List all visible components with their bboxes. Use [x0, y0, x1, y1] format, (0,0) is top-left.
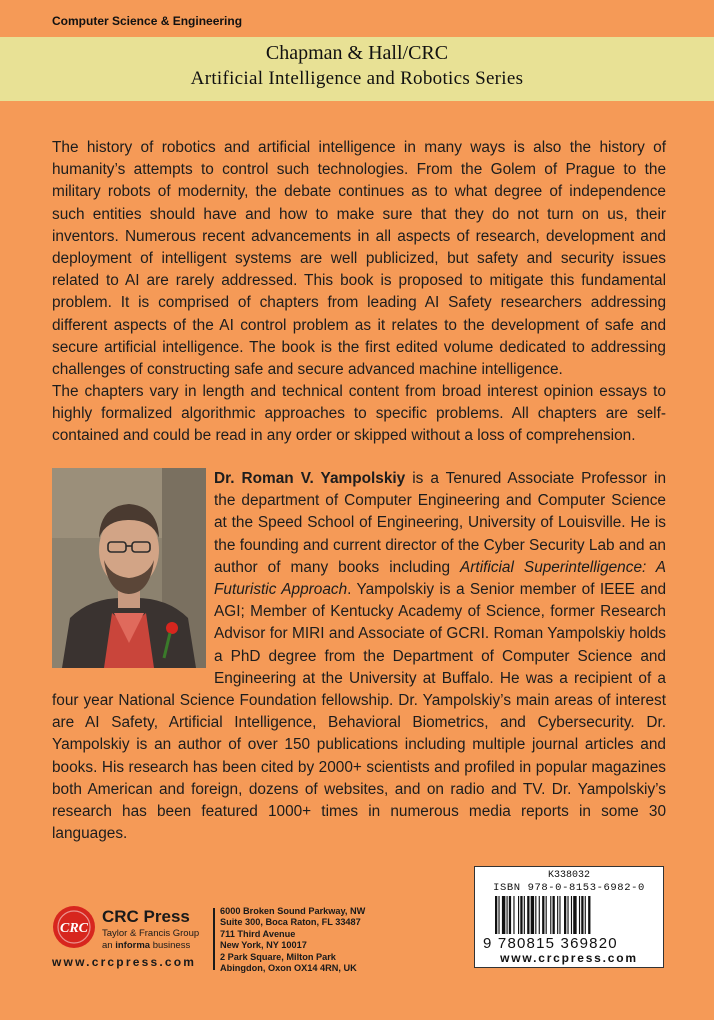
address-line: Suite 300, Boca Raton, FL 33487	[220, 916, 361, 927]
address-line: New York, NY 10017	[220, 939, 307, 950]
author-bio-text-2: . Yampolskiy is a Senior member of IEEE and AGI; Member of Kentucky Academy of Science, former Research Advisor for MIRI and Associate of GCRI. Roman Yampolskiy holds a PhD degree from the Department of Computer Science and Engineering at the University at Buffalo. He was a recipient of a four year National Science Foundation fellowship. Dr. Yampolskiy’s main areas of interest are AI Safety, Artificial Intelligence, Behavioral Biometrics, and Cybersecurity. Dr. Yampolskiy is an author of over 150 publications including multiple journal articles and books. His research has been cited by 2000+ scientists and profiled in popular magazines both American and foreign, dozens of websites, and on radio and TV. Dr. Yampolskiy’s research has been featured 1000+ times in numerous media reports in some 30 languages.	[52, 581, 667, 843]
barcode-isbn: ISBN 978-0-8153-6982-0	[493, 882, 645, 894]
barcode-digits: 9 780815 369820	[483, 935, 618, 952]
address-3	[220, 952, 365, 973]
publisher-name: CRC Press	[102, 907, 190, 926]
publisher-logo	[52, 905, 212, 975]
address-line: 711 Third Avenue	[220, 929, 296, 940]
author-book-title: Artificial Superintelligence: A Futuristic Approach	[214, 558, 666, 599]
address-line: 2 Park Square, Milton Park	[220, 952, 336, 963]
address-line: 6000 Broken Sound Parkway, NW	[220, 906, 366, 916]
publisher-divider	[213, 908, 215, 970]
series-banner	[0, 37, 714, 101]
isbn-barcode-box	[474, 866, 664, 968]
author-name: Dr. Roman V. Yampolskiy	[214, 470, 406, 487]
description-paragraph-1: The history of robotics and artificial intelligence in many ways is also the history of humanity’s attempts to control such technologies. From the Golem of Prague to the military robots of modernity, the debate continues as to what degree of independence such entities should have and how to make sure that they do not turn on us, their inventors. Numerous recent advancements in all aspects of research, development and deployment of intelligent systems are well publicized, but safety and security issues related to AI are rarely addressed. This book is proposed to mitigate this fundamental problem. It is comprised of chapters from leading AI Safety researchers addressing different aspects of the AI control problem as it relates to the development of safe and secure artificial intelligence. The book is the first edited volume dedicated to addressing challenges of constructing safe and secure advanced machine intelligence.	[52, 139, 666, 379]
address-2	[220, 929, 365, 950]
crc-logo-icon	[52, 905, 96, 949]
barcode-product-code: K338032	[547, 870, 590, 881]
description-paragraph-2: The chapters vary in length and technical content from broad interest opinion essays to highly formalized algorithmic approaches to specific problems. All chapters are self-contained and could be read in any order or skipped without a loss of comprehension.	[52, 383, 666, 445]
series-publisher: Chapman & Hall/CRC	[265, 42, 449, 64]
barcode-icon	[495, 896, 645, 936]
business-prefix: an	[102, 940, 116, 951]
series-title: Artificial Intelligence and Robotics Series	[190, 68, 524, 89]
address-1	[220, 906, 365, 927]
crc-logo-text: CRC	[59, 921, 89, 936]
publisher-addresses	[220, 906, 365, 976]
business-suffix: business	[150, 940, 191, 951]
publisher-website[interactable]: www.crcpress.com	[52, 955, 197, 969]
author-bio	[52, 468, 666, 845]
address-line: Abingdon, Oxon OX14 4RN, UK	[220, 962, 357, 973]
author-photo	[52, 468, 206, 668]
barcode-website: www.crcpress.com	[500, 951, 638, 965]
business-brand: informa	[115, 940, 151, 951]
category-label: Computer Science & Engineering	[52, 14, 243, 28]
author-bio-text-1: is a Tenured Associate Professor in the department of Computer Engineering and Computer Science at the Speed School of Engineering, University of Louisville. He is the founding and current director of the Cyber Security Lab and an author of many books including	[214, 470, 666, 576]
publisher-group: Taylor & Francis Group	[102, 928, 200, 939]
publisher-business	[102, 940, 190, 951]
